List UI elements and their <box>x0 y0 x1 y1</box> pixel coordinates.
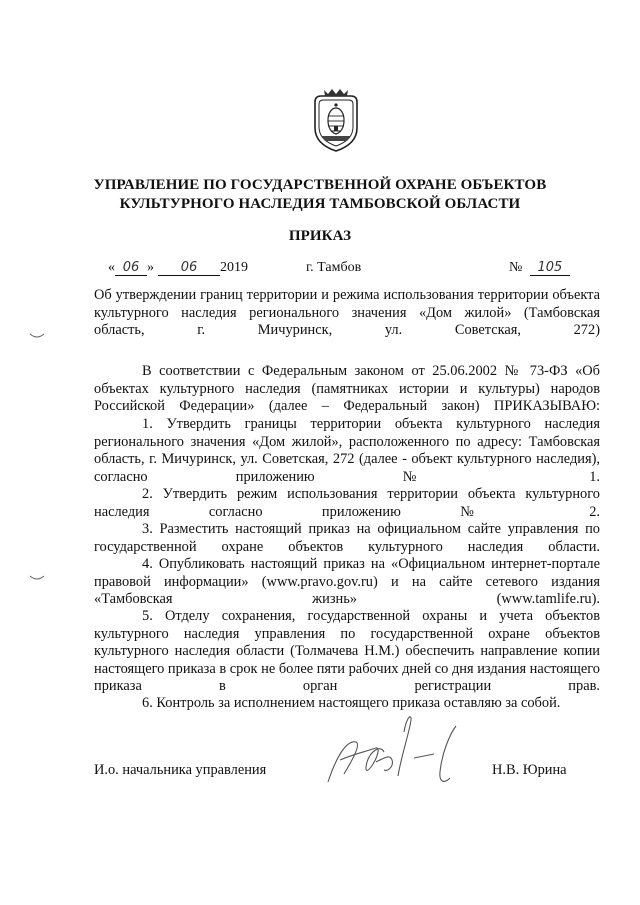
hole-punch-mark <box>29 575 45 581</box>
order-item-4: 4. Опубликовать настоящий приказ на «Официальном интернет-портале правовой информации» (www.pravo.gov.ru) и на сайте сетевого издания «Тамбовская жизнь» (www.tamlife.ru). <box>94 556 600 607</box>
preamble: В соответствии с Федеральным законом от 25.06.2002 № 73-ФЗ «Об объектах культурного наследия (памятниках истории и культуры) народов Российской Федерации» (далее – Федеральный закон) ПРИКАЗЫВАЮ: <box>94 363 600 414</box>
signatory-position: И.о. начальника управления <box>94 762 267 778</box>
date-quote-open: « <box>108 260 115 275</box>
order-item-3: 3. Разместить настоящий приказ на официальном сайте управления по государственной охране объектов культурного наследия области. <box>94 521 600 555</box>
document-number <box>509 259 570 277</box>
date-year: 2019 <box>220 260 248 275</box>
number-value: 105 <box>530 260 570 276</box>
order-item-5: 5. Отделу сохранения, государственной охраны и учета объектов культурного наследия управления по государственной охране объектов культурного наследия области (Толмачева Н.М.) обеспечить направление копии настоящего приказа в срок не более пяти рабочих дней со дня издания настоящего приказа в орган регистрации прав. <box>94 608 600 694</box>
signatory-name: Н.В. Юрина <box>492 762 567 778</box>
date-day: 06 <box>115 260 147 276</box>
organization-title-line-2: КУЛЬТУРНОГО НАСЛЕДИЯ ТАМБОВСКОЙ ОБЛАСТИ <box>119 196 521 212</box>
date-month: 06 <box>158 260 220 276</box>
order-item-1: 1. Утвердить границы территории объекта культурного наследия регионального значения «Дом жилой», расположенного по адресу: Тамбовская область, г. Мичуринск, ул. Советская, 272 (далее - объект культурного наследия), согласно приложению № 1. <box>94 416 600 485</box>
document-type: ПРИКАЗ <box>288 228 352 244</box>
document-city: г. Тамбов <box>306 260 362 275</box>
order-item-2: 2. Утвердить режим использования территории объекта культурного наследия согласно приложению № 2. <box>94 486 600 520</box>
date-quote-close: » <box>147 260 154 275</box>
hole-punch-mark <box>29 333 45 339</box>
handwritten-signature-icon <box>318 712 468 792</box>
organization-title <box>60 176 580 214</box>
organization-title-line-1: УПРАВЛЕНИЕ ПО ГОСУДАРСТВЕННОЙ ОХРАНЕ ОБЪЕКТОВ <box>93 177 547 193</box>
document-date <box>108 259 248 277</box>
order-item-6: 6. Контроль за исполнением настоящего приказа оставляю за собой. <box>142 695 561 711</box>
number-label: № <box>509 260 523 275</box>
document-subject: Об утверждении границ территории и режима использования территории объекта культурного наследия регионального значения «Дом жилой» (Тамбовская область, г. Мичуринск, ул. Советская, 272) <box>94 287 600 338</box>
coat-of-arms-icon <box>309 88 363 154</box>
